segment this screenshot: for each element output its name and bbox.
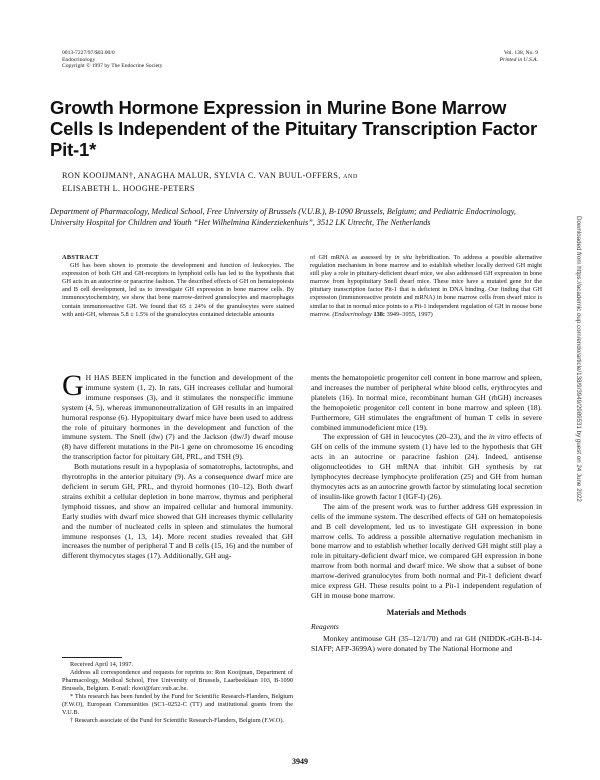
journal-name: Endocrinology <box>62 56 96 63</box>
affiliation: Department of Pharmacology, Medical School, Free University of Brussels (V.U.B.), B-1090 Brussels, Belgium; and Pediatric Endocrinology, University Hospital for Children and Youth “Het Wilhelmina Kinderziekenhuis”, 3512 LK Utrecht, The Netherlands <box>50 207 516 227</box>
journal-header-right <box>500 50 538 63</box>
author-list <box>62 170 532 194</box>
abstract-text-right-b: hybridization. To address a possible alternative regulation mechanism in bone marrow and to establish whether locally derived GH might still play a role in pituitary-deficient dwarf mice, we also addressed GH expression in bone marrow from hypopituitary Snell dwarf mice. These mice have a mutated gene for the pituitary transcription factor Pit-1 that is deficient in DNA binding. Our finding that GH expression (immunoreactive protein and mRNA) in bone marrow cells from dwarf mice is similar to that in normal mice points to a Pit-1 independent regulation of GH in mouse bone marrow. <box>310 254 542 318</box>
footnote-funding: * This research has been funded by the Fund for Scientific Research-Flanders, Belgium (F.W.O), European Communities (SC1–0252-C (TT) and institutional grants from the V.U.B. <box>62 693 293 716</box>
intro-paragraph-5: The aim of the present work was to further address GH expression in cells of the immune system. The described effects of GH on hematopoiesis and B cell development, led us to investigate GH expression in bone marrow cells. To address a possible alternative regulation mechanism in bone marrow and to establish whether locally derived GH might still play a role in pituitary-deficient dwarf mice, we compared GH expression in bone marrow from both normal and dwarf mice. We show that a subset of bone marrow-derived granulocytes from both normal and Pit-1 deficient dwarf mice express GH. These results point to a Pit-1 independent regulation of GH in mouse bone marrow. <box>311 501 542 600</box>
copyright-line: Copyright © 1997 by The Endocrine Society <box>62 63 163 70</box>
intro-paragraph-1: H HAS BEEN implicated in the function and development of the immune system (1, 2). In rats, GH increases cellular and humoral immune responses (3), and it stimulates the nonspecific immune system (4, 5), whereas immunoneutralization of GH results in an impaired humoral response (6). Hypopituitary dwarf mice have been used to address the role of pituitary hormones in the development and function of the immune system. The Snell (dw) (7) and the Jackson (dw/J) dwarf mouse (8) have different mutations in the Pit-1 gene on chromosome 16 encoding the transcription factor for pituitary GH, PRL, and TSH (9). <box>62 373 293 462</box>
intro-paragraph-4 <box>311 432 542 501</box>
body-right-column <box>311 373 542 653</box>
footnote-address: Address all correspondence and requests for reprints to: Ron Kooijman, Department of Pharmacology, Medical School, Free University of Brussels, Laarbeeklaan 103, B-1090 Brussels, Belgium. E-mail: rkooi@farc.vub.ac.be. <box>62 669 293 692</box>
download-watermark-text: Downloaded from https://academic.oup.com/endo/article/138/9/3949/2989531 by guest on 24 June 2022 <box>575 216 582 502</box>
abstract-text-left: GH has been shown to promote the development and function of leukocytes. The expression of both GH and GH-receptors in lymphoid cells has led to the hypothesis that GH acts in an autocrine or paracrine fashion. The described effects of GH on hematopoiesis and B cell development, led us to investigate GH expression in bone marrow cells. By immunocytochemistry, we show that bone marrow-derived granulocytes and macrophages contain immunoreactive GH. We found that 65 ± 24% of the granulocytes were stained with anti-GH, whereas 5.8 ± 1.5% of the granulocytes contained detectable amounts <box>62 262 294 318</box>
intro-paragraph-4b: effects of GH on cells of the immune system (1) have led to the hypothesis that GH acts in an autocrine or paracrine fashion (24). Indeed, antisense oligonucleotides to GH mRNA that inhibit GH synthesis by rat lymphocytes decrease lymphocyte proliferation (25) and GH from human thymocytes acts as an autocrine growth factor by stimulating local secretion of insulin-like growth factor I (IGF-I) (26). <box>311 432 543 501</box>
section-heading: Materials and Methods <box>386 607 467 617</box>
citation-journal: (Endocrinology <box>332 310 372 318</box>
abstract-right-column <box>310 254 542 319</box>
article-title: Growth Hormone Expression in Murine Bone Marrow Cells Is Independent of the Pituitary Transcription Factor Pit-1* <box>50 97 537 160</box>
drop-cap: G <box>62 369 84 402</box>
subsection-heading: Reagents <box>311 621 339 631</box>
footnote-received: Received April 14, 1997. <box>70 661 134 668</box>
abstract-heading: ABSTRACT <box>62 254 99 261</box>
download-watermark <box>572 216 586 566</box>
issn-line: 0013-7227/97/$03.00/0 <box>62 50 115 56</box>
page-number: 3949 <box>292 757 308 766</box>
reagents-paragraph: Monkey antimouse GH (35–12/1/70) and rat GH (NIDDK-rGH-B-14-SIAFP; AFP-3699A) were donated by The National Hormone and <box>311 633 542 653</box>
footnote-rule <box>62 657 122 658</box>
footnote-associate: † Research associate of the Fund for Scientific Research-Flanders, Belgium (F.W.O). <box>70 717 284 724</box>
abstract-text-right-a: of GH mRNA as assessed by <box>310 254 392 261</box>
journal-header-left <box>62 50 162 70</box>
authors-line-1: RON KOOIJMAN†, ANAGHA MALUR, SYLVIA C. VAN BUUL-OFFERS, <box>62 171 341 180</box>
in-vitro-term: in vitro <box>488 432 512 442</box>
footnotes <box>62 661 293 725</box>
intro-paragraph-2: Both mutations result in a hypoplasia of somatotrophs, lactotrophs, and thyrotrophs in the anterior pituitary (9). As a consequence dwarf mice are deficient in serum GH, PRL, and thyroid hormones (10–12). Both dwarf strains exhibit a cellular depletion in bone marrow, thymus and peripheral lymphoid tissues, and show an impaired cellular and humoral immunity. Early studies with dwarf mice showed that GH increases thymic cellularity and the number of nucleated cells in spleen and stimulates the humoral immune responses (1, 13, 14). More recent studies revealed that GH increases the number of peripheral T and B cells (15, 16) and the number of different thymocytes stages (17). Additionally, GH aug- <box>62 462 293 561</box>
body-left-column <box>62 369 293 561</box>
abstract <box>62 254 542 319</box>
printed-line: Printed in U.S.A. <box>499 56 538 63</box>
abstract-left-column <box>62 254 294 319</box>
body-paragraph <box>62 369 293 462</box>
volume-line: Vol. 138, No. 9 <box>503 50 538 56</box>
citation-volume: 138: <box>373 310 385 318</box>
intro-paragraph-4a: The expression of GH in leucocytes (20–23), and the <box>323 432 487 442</box>
authors-line-2: ELISABETH L. HOOGHE-PETERS <box>62 184 195 193</box>
abstract-insitu: in situ <box>394 254 412 261</box>
intro-paragraph-3: ments the hematopoietic progenitor cell content in bone marrow and spleen, and increases the number of peripheral white blood cells, erythrocytes and platelets (16). In normal mice, recombinant human GH (rhGH) increases the hemopoietic progenitor cell content in bone marrow and spleen (18). Furthermore, GH stimulates the engraftment of human T cells in severe combined immunodeficient mice (19). <box>311 373 542 432</box>
citation-pages: 3949–3955, 1997) <box>386 310 433 318</box>
authors-and: AND <box>343 174 358 180</box>
